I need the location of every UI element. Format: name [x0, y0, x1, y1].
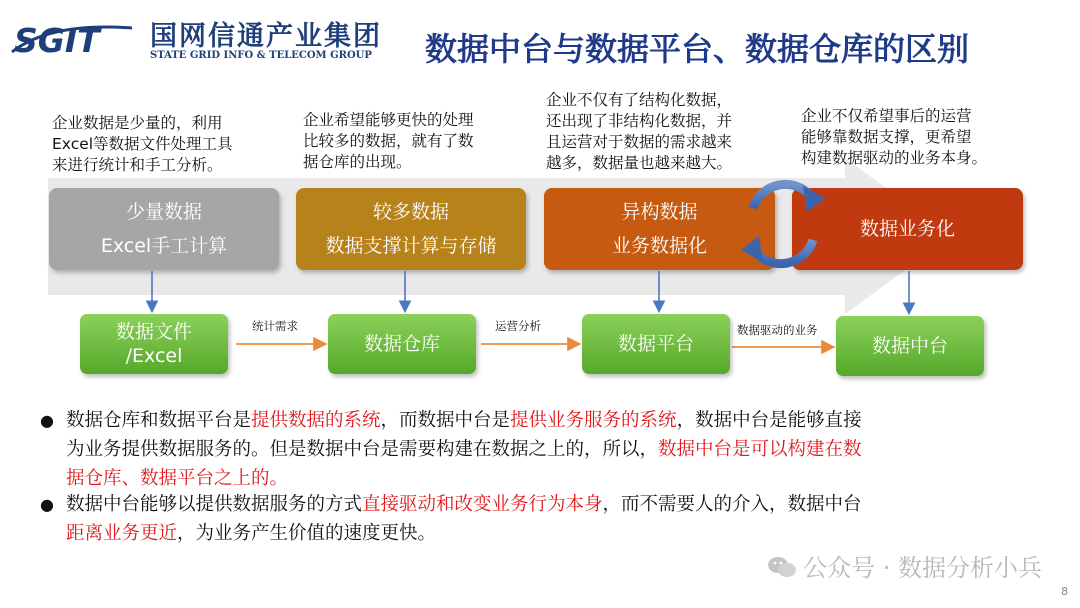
system-box-data-file: 数据文件 /Excel — [80, 314, 228, 374]
bullet-dot-icon: ● — [40, 495, 54, 514]
flow-label-operations: 运营分析 — [495, 319, 541, 333]
system-box-data-warehouse: 数据仓库 — [328, 314, 476, 374]
bullet-point-2 — [40, 490, 1050, 548]
page-number: 8 — [1061, 585, 1068, 598]
stage-box-data-business: 数据业务化 — [792, 188, 1023, 270]
company-name-en: STATE GRID INFO & TELECOM GROUP — [150, 50, 372, 61]
bullet-2-line-2: 距离业务更近，为业务产生价值的速度更快。 — [66, 523, 437, 544]
stage-description-4: 企业不仅希望事后的运营 能够靠数据支撑，更希望 构建数据驱动的业务本身。 — [801, 107, 988, 167]
stage-description-2: 企业希望能够更快的处理 比较多的数据，就有了数 据仓库的出现。 — [303, 111, 474, 171]
stage-description-1: 企业数据是少量的，利用 Excel等数据文件处理工具 来进行统计和手工分析。 — [52, 114, 233, 174]
watermark: 公众号 · 数据分析小兵 — [767, 548, 1042, 583]
stage-description-3: 企业不仅有了结构化数据， 还出现了非结构化数据，并 且运营对于数据的需求越来 越多，数据量也越来越大。 — [546, 91, 733, 172]
system-box-data-middle-platform: 数据中台 — [836, 316, 984, 376]
bullet-point-1 — [40, 406, 1050, 493]
stage-box-more-data: 较多数据 数据支撑计算与存储 — [296, 188, 526, 270]
stage-box-heterogeneous-data: 异构数据 业务数据化 — [544, 188, 775, 270]
bullet-dot-icon: ● — [40, 411, 54, 430]
company-name-cn: 国网信通产业集团 — [150, 21, 382, 52]
stage-box-small-data: 少量数据 Excel手工计算 — [49, 188, 279, 270]
logo-text: SGIT — [14, 21, 100, 58]
bullet-1-line-3: 据仓库、数据平台之上的。 — [66, 468, 289, 489]
system-box-data-platform: 数据平台 — [582, 314, 730, 374]
bullet-1-line-2: 为业务提供数据服务的。但是数据中台是需要构建在数据之上的，所以，数据中台是可以构建在数 — [66, 439, 862, 460]
slide-title: 数据中台与数据平台、数据仓库的区别 — [425, 30, 970, 68]
wechat-icon — [767, 555, 797, 579]
flow-label-statistics: 统计需求 — [252, 319, 298, 333]
bullet-2-line-1: 数据中台能够以提供数据服务的方式直接驱动和改变业务行为本身，而不需要人的介入，数据中台 — [66, 494, 862, 515]
bullet-1-line-1: 数据仓库和数据平台是提供数据的系统，而数据中台是提供业务服务的系统，数据中台是能够直接 — [66, 410, 862, 431]
flow-label-data-driven: 数据驱动的业务 — [737, 323, 818, 337]
